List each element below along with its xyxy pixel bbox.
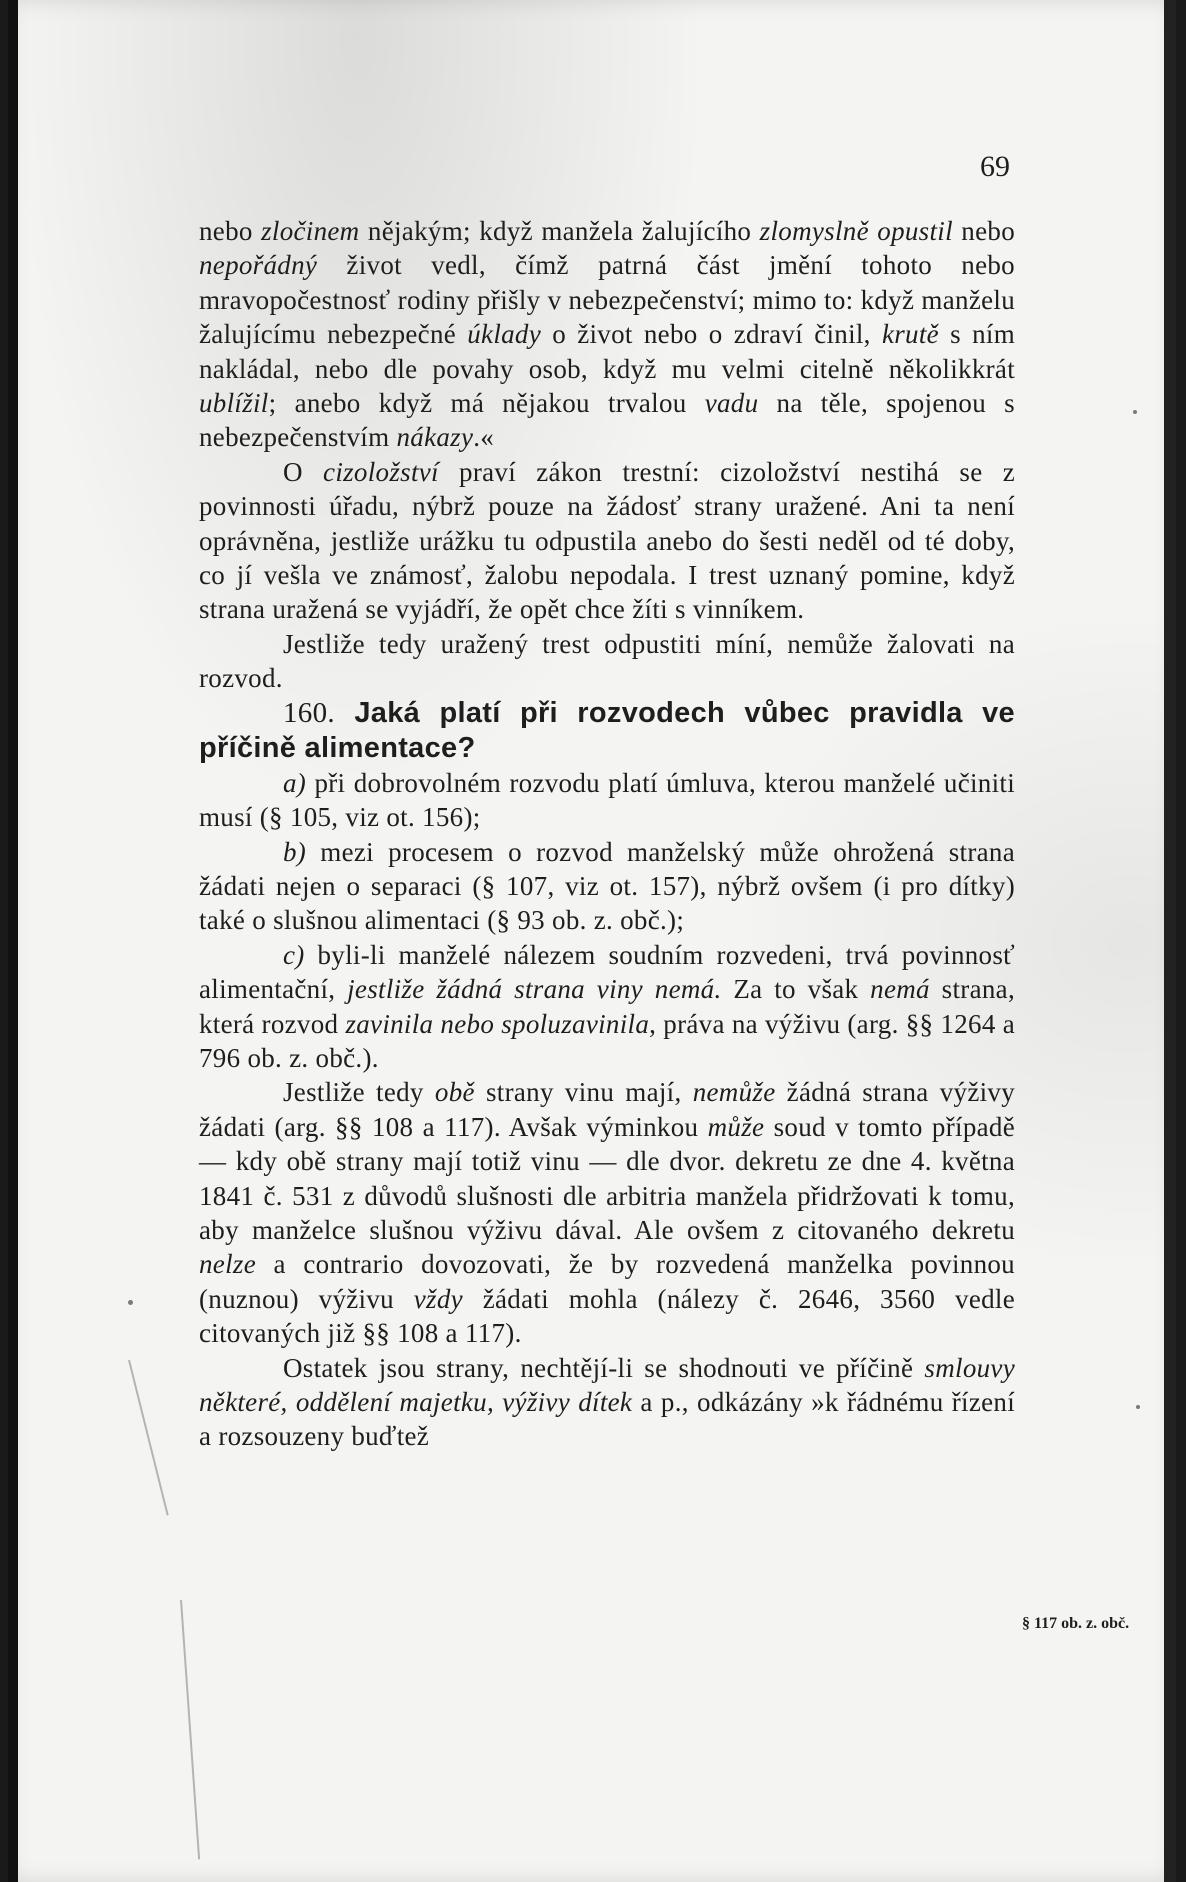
italic-run: krutě — [881, 319, 939, 350]
italic-run: ublížil — [199, 388, 269, 419]
paragraph-4 — [199, 1075, 1015, 1350]
page-number: 69 — [980, 150, 1010, 183]
italic-run: smlouvy některé, oddělení majetku, výživy dítek — [199, 1352, 1015, 1417]
text-run: Za to však — [721, 974, 871, 1005]
ink-speck — [1133, 410, 1137, 414]
paragraph-2 — [199, 455, 1015, 627]
italic-run: zločinem — [261, 216, 360, 246]
italic-run: c) — [283, 939, 305, 970]
section-title: Jaká platí při rozvodech vůbec pravidla ve příčině alimentace? — [199, 696, 1015, 764]
section-number: 160. — [283, 696, 335, 729]
text-run: Ostatek jsou strany, nechtějí-li se shodnouti ve příčině — [283, 1352, 925, 1383]
paragraph-1 — [199, 214, 1015, 455]
italic-run: nákazy — [396, 422, 474, 453]
italic-run: jestliže žádná strana viny nemá. — [347, 974, 722, 1005]
text-run: nebo — [952, 216, 1015, 246]
text-run: strana, která rozvod — [199, 974, 1015, 1039]
text-run: nějakým; když manžela žalujícího — [359, 216, 760, 246]
text-run: Jestliže tedy — [283, 1077, 435, 1108]
text-run: nebo — [199, 216, 262, 246]
text-run: a p., odkázány »k řádnému řízení a rozsouzeny buďtež — [199, 1387, 1016, 1452]
text-run: , práva na výživu (arg. §§ 1264 a 796 ob. z. obč.). — [199, 1008, 1015, 1073]
text-run: ; anebo když má nějakou trvalou — [268, 388, 705, 419]
paragraph-5 — [199, 1351, 1015, 1454]
italic-run: nemá — [870, 974, 930, 1005]
text-run: žádati mohla (nálezy č. 2646, 3560 vedle citovaných již §§ 108 a 117). — [199, 1283, 1015, 1349]
italic-run: vadu — [704, 388, 759, 419]
paragraph-a — [199, 766, 1015, 835]
text-run: život vedl, čímž patrná část jmění tohoto nebo mravopočestnosť rodiny přišly v nebezpečenství; mimo to: když manželu žalujícímu nebezpečné — [199, 250, 1015, 350]
text-run: s ním nakládal, nebo dle povahy osob, když mu velmi citelně několikkrát — [199, 319, 1016, 384]
scan-scratch — [180, 1600, 200, 1860]
italic-run: cizoložství — [323, 456, 439, 487]
paragraph-3 — [199, 627, 1015, 696]
italic-run: vždy — [413, 1283, 463, 1314]
body-text — [199, 214, 1015, 1454]
italic-run: nelze — [199, 1249, 256, 1280]
italic-run: zavinila nebo spoluzavinila — [345, 1008, 650, 1039]
book-page — [8, 0, 1176, 1882]
ink-speck — [1136, 1405, 1140, 1409]
scan-left-edge — [8, 0, 18, 1882]
text-run: O — [283, 456, 324, 487]
italic-run: b) — [283, 836, 307, 867]
italic-run: úklady — [467, 319, 542, 350]
paragraph-b — [199, 835, 1015, 938]
text-run: na těle, spojenou s nebezpečenstvím — [199, 388, 1015, 453]
paragraph-c — [199, 938, 1015, 1076]
text-run: soud v tomto případě — kdy obě strany mají totiž vinu — dle dvor. dekretu ze dne 4. května 1841 č. 531 z důvodů slušnosti dle arbitria manžela přidržovati k tomu, aby manželce slušnou výživu dával. Ale ovšem z citovaného dekretu — [199, 1111, 1015, 1245]
scan-scratch — [128, 1360, 169, 1516]
ink-speck — [128, 1300, 133, 1305]
scan-right-edge — [1164, 0, 1176, 1882]
italic-run: zlomyslně opustil — [759, 216, 953, 246]
text-run: a contrario dovozovati, že by rozvedená manželka povinnou (nuznou) výživu — [199, 1249, 1015, 1314]
margin-note: § 117 ob. z. obč. — [1022, 1615, 1130, 1632]
text-run: žádná strana výživy žádati (arg. §§ 108 a 117). Avšak výminkou — [199, 1077, 1015, 1142]
text-run: strany vinu mají, — [474, 1077, 693, 1108]
italic-run: nepořádný — [199, 250, 318, 281]
text-run: mezi procesem o rozvod manželský může ohrožená strana žádati nejen o separaci (§ 107, viz ot. 157), nýbrž ovšem (i pro dítky) také o slušnou alimentaci (§ 93 ob. z. obč.); — [199, 836, 1015, 936]
text-run: Jestliže tedy uražený trest odpustiti míní, nemůže žalovati na rozvod. — [199, 628, 1015, 694]
italic-run: může — [707, 1111, 765, 1142]
section-heading — [199, 696, 1015, 766]
text-run: při dobrovolném rozvodu platí úmluva, kterou manželé učiniti musí (§ 105, viz ot. 156); — [199, 767, 1015, 833]
text-run: o život nebo o zdraví činil, — [541, 319, 882, 350]
text-run: byli-li manželé nálezem soudním rozvedeni, trvá povinnosť alimentační, — [199, 939, 1015, 1005]
italic-run: a) — [283, 767, 307, 798]
italic-run: obě — [434, 1077, 475, 1108]
text-run: praví zákon trestní: cizoložství nestihá se z povinnosti úřadu, nýbrž pouze na žádosť strany uražené. Ani ta není oprávněna, jestliže urážku tu odpustila anebo do šesti neděl od té doby, co jí vešla ve známosť, žalobu nepodala. I trest uznaný pomine, když strana uražená se vyjádří, že opět chce žíti s vinníkem. — [199, 456, 1015, 625]
text-run: .« — [473, 422, 495, 453]
italic-run: nemůže — [692, 1077, 776, 1108]
